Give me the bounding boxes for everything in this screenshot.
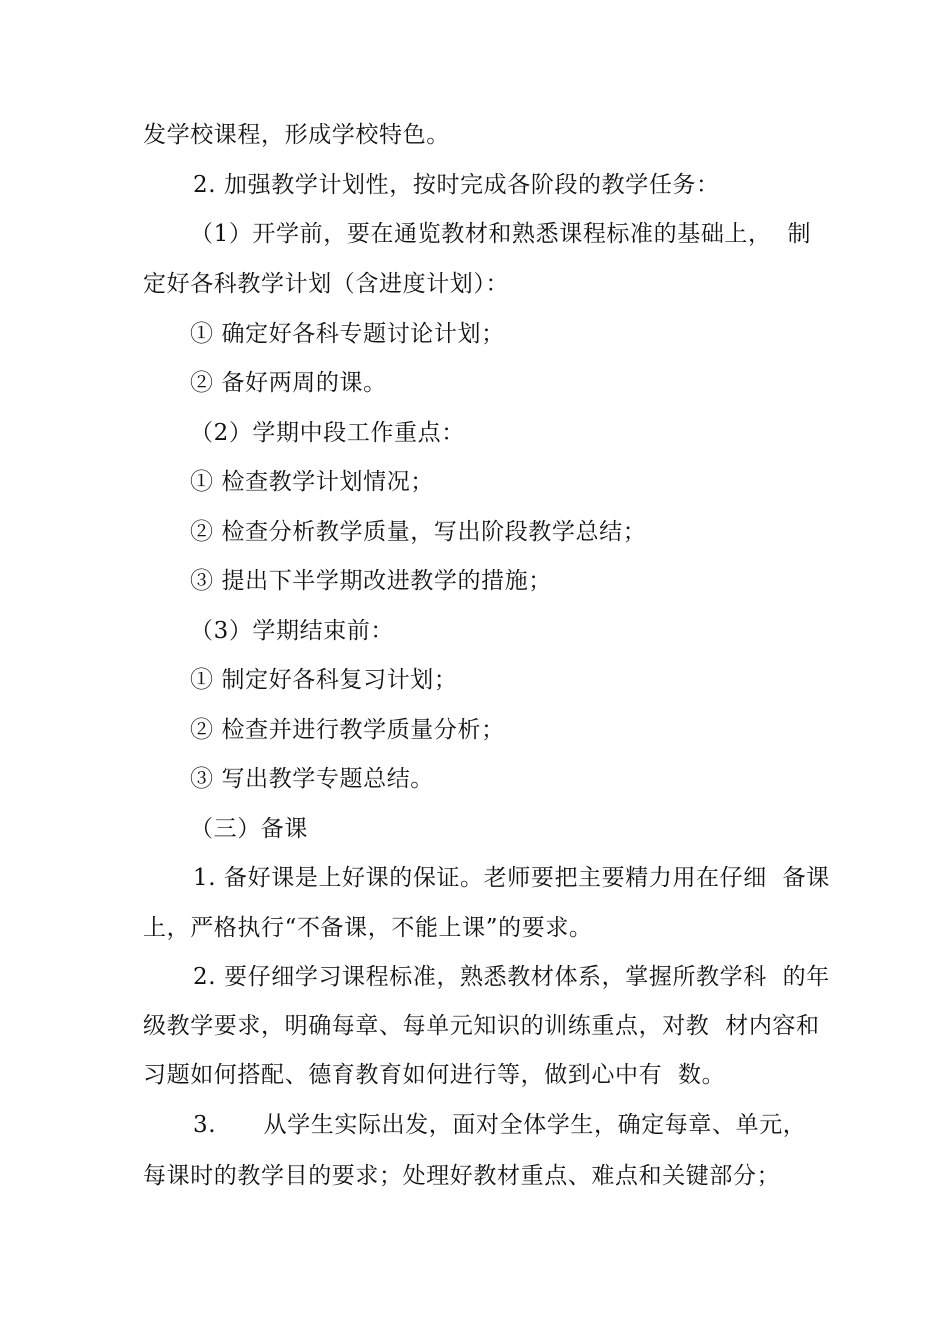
- text-line-sub-1-cont: 定好各科教学计划（含进度计划）：: [143, 271, 510, 297]
- text-line-continuation: 发学校课程，形成学校特色。: [143, 122, 450, 148]
- text-line-sub-3: （3）学期结束前：: [190, 618, 395, 644]
- text-line-item-1: 1. 备好课是上好课的保证。老师要把主要精力用在仔细 备课: [193, 865, 830, 891]
- text-line-bullet: ③ 写出教学专题总结。: [190, 766, 434, 792]
- text-line-sub-1: （1）开学前，要在通览教材和熟悉课程标准的基础上， 制: [190, 221, 812, 247]
- text-line-item-2: 2. 要仔细学习课程标准，熟悉教材体系，掌握所教学科 的年: [193, 964, 830, 990]
- text-line-bullet: ② 检查分析教学质量，写出阶段教学总结；: [190, 519, 647, 545]
- text-line-bullet: ① 制定好各科复习计划；: [190, 667, 458, 693]
- text-line-bullet: ② 备好两周的课。: [190, 370, 387, 396]
- text-line-item-2-cont: 级教学要求，明确每章、每单元知识的训练重点，对教 材内容和: [143, 1013, 820, 1039]
- text-line-item-3: 3. 从学生实际出发，面对全体学生，确定每章、单元，: [193, 1112, 807, 1138]
- text-line-item-2-cont: 习题如何搭配、德育教育如何进行等，做到心中有 数。: [143, 1062, 726, 1088]
- text-line-item-1-cont: 上，严格执行“不备课，不能上课”的要求。: [143, 915, 593, 941]
- text-line-bullet: ① 确定好各科专题讨论计划；: [190, 321, 505, 347]
- text-line-item-3-cont: 每课时的教学目的要求；处理好教材重点、难点和关键部分；: [143, 1163, 781, 1189]
- text-line-bullet: ② 检查并进行教学质量分析；: [190, 717, 505, 743]
- text-line-bullet: ① 检查教学计划情况；: [190, 469, 434, 495]
- section-heading: （三）备课: [190, 816, 308, 842]
- text-line-sub-2: （2）学期中段工作重点：: [190, 420, 465, 446]
- text-line-item-2: 2. 加强教学计划性，按时完成各阶段的教学任务：: [193, 172, 720, 198]
- text-line-bullet: ③ 提出下半学期改进教学的措施；: [190, 568, 552, 594]
